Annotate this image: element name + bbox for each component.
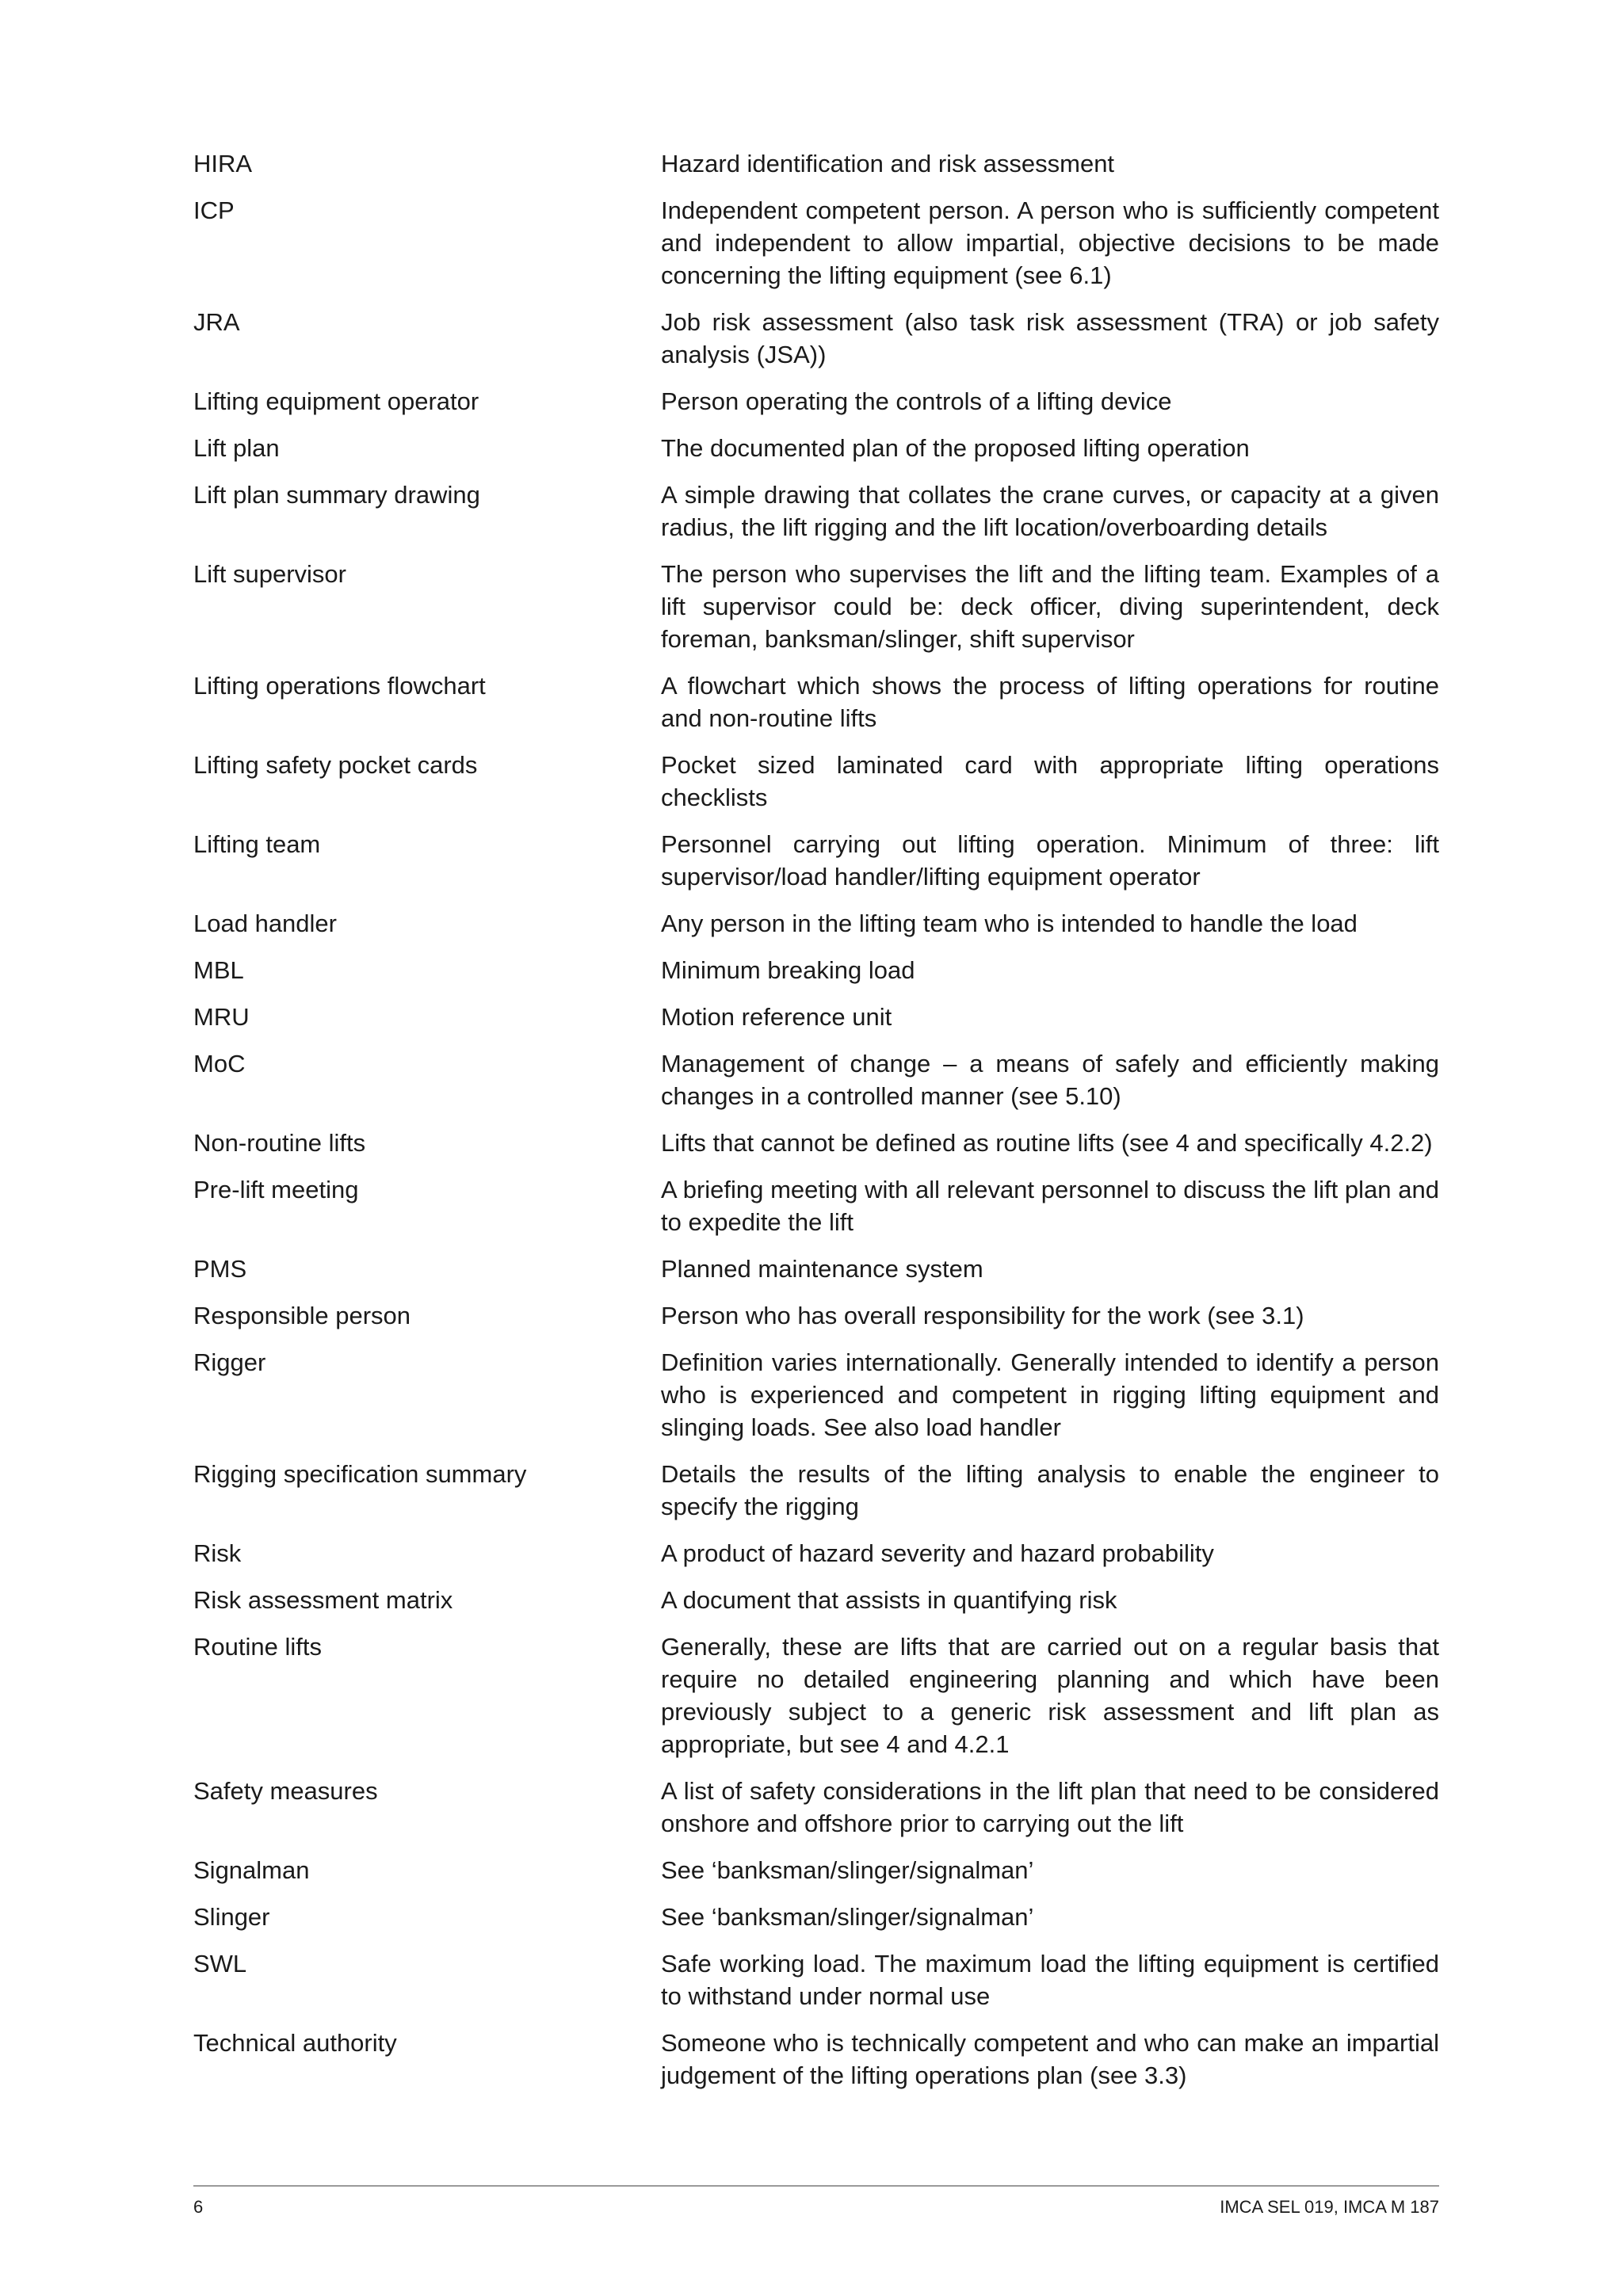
glossary-term: Safety measures — [193, 1777, 378, 1805]
glossary-term: MRU — [193, 1003, 250, 1031]
glossary-entry — [193, 558, 1439, 655]
glossary-entry — [193, 1253, 1439, 1285]
glossary-definition: Planned maintenance system — [661, 1255, 983, 1283]
glossary-definition: Person operating the controls of a lifting device — [661, 387, 1172, 415]
glossary-entry — [193, 1299, 1439, 1332]
glossary-definition: See ‘banksman/slinger/signalman’ — [661, 1903, 1034, 1931]
glossary-term: Non-routine lifts — [193, 1129, 366, 1157]
glossary-term: PMS — [193, 1255, 247, 1283]
glossary-definition: The documented plan of the proposed lifting operation — [661, 434, 1250, 462]
glossary-term: Signalman — [193, 1856, 310, 1884]
footer-divider — [193, 2185, 1439, 2187]
glossary-entry — [193, 1537, 1439, 1569]
glossary-definition: A product of hazard severity and hazard probability — [661, 1539, 1214, 1567]
glossary-definition: Job risk assessment (also task risk assessment (TRA) or job safety analysis (JSA)) — [661, 308, 1439, 368]
glossary-term: Rigging specification summary — [193, 1460, 527, 1488]
glossary-term: Lifting operations flowchart — [193, 672, 486, 700]
glossary-entry — [193, 1854, 1439, 1886]
glossary-term: Lifting equipment operator — [193, 387, 479, 415]
glossary-term: ICP — [193, 196, 235, 224]
glossary-entry — [193, 749, 1439, 814]
glossary-entry — [193, 1901, 1439, 1933]
glossary-term: MoC — [193, 1050, 246, 1077]
glossary-term: MBL — [193, 956, 244, 984]
page-number: 6 — [193, 2197, 204, 2217]
glossary-term: Risk assessment matrix — [193, 1586, 453, 1614]
glossary-entry — [193, 2027, 1439, 2092]
glossary-term: Lifting safety pocket cards — [193, 751, 478, 779]
glossary-term: Risk — [193, 1539, 242, 1567]
glossary-definition: A simple drawing that collates the crane curves, or capacity at a given radius, the lift rigging and the lift location/overboarding details — [661, 481, 1439, 541]
glossary-definition: Details the results of the lifting analysis to enable the engineer to specify the rigging — [661, 1460, 1439, 1520]
glossary-term: Responsible person — [193, 1302, 411, 1329]
glossary-term: Routine lifts — [193, 1633, 322, 1661]
glossary-entry — [193, 954, 1439, 986]
glossary-entry — [193, 1630, 1439, 1760]
glossary-entry — [193, 385, 1439, 418]
glossary-entry — [193, 1047, 1439, 1112]
glossary-definition: Hazard identification and risk assessment — [661, 150, 1115, 177]
glossary-entry — [193, 1458, 1439, 1523]
glossary-definition: Lifts that cannot be defined as routine lifts (see 4 and specifically 4.2.2) — [661, 1129, 1433, 1157]
glossary-entry — [193, 907, 1439, 940]
glossary-entry — [193, 1173, 1439, 1238]
glossary-definition: The person who supervises the lift and the lifting team. Examples of a lift supervisor could be: deck officer, diving superintendent, deck foreman, banksman/slinger, shift supervisor — [661, 560, 1439, 653]
glossary-definition: A briefing meeting with all relevant personnel to discuss the lift plan and to expedite the lift — [661, 1176, 1439, 1236]
glossary-term: Technical authority — [193, 2029, 397, 2057]
glossary-term: Pre-lift meeting — [193, 1176, 359, 1203]
glossary-entry — [193, 306, 1439, 371]
glossary-definition: Definition varies internationally. Generally intended to identify a person who is experienced and competent in rigging lifting equipment and slinging loads. See also load handler — [661, 1348, 1439, 1441]
glossary-entry — [193, 432, 1439, 464]
glossary-definition: Minimum breaking load — [661, 956, 915, 984]
glossary-entry — [193, 1947, 1439, 2012]
glossary-entry — [193, 1775, 1439, 1840]
glossary-definition: Person who has overall responsibility for the work (see 3.1) — [661, 1302, 1304, 1329]
glossary-list — [193, 147, 1439, 2106]
glossary-term: Rigger — [193, 1348, 266, 1376]
glossary-definition: A flowchart which shows the process of lifting operations for routine and non-routine lifts — [661, 672, 1439, 732]
glossary-entry — [193, 1584, 1439, 1616]
glossary-term: Lift plan — [193, 434, 280, 462]
glossary-entry — [193, 1127, 1439, 1159]
glossary-entry — [193, 1001, 1439, 1033]
glossary-term: HIRA — [193, 150, 253, 177]
glossary-definition: Independent competent person. A person who is sufficiently competent and independent to allow impartial, objective decisions to be made concerning the lifting equipment (see 6.1) — [661, 196, 1439, 289]
glossary-term: SWL — [193, 1950, 247, 1978]
glossary-term: Slinger — [193, 1903, 270, 1931]
glossary-definition: Safe working load. The maximum load the lifting equipment is certified to withstand under normal use — [661, 1950, 1439, 2010]
glossary-entry — [193, 1346, 1439, 1444]
glossary-entry — [193, 828, 1439, 893]
glossary-definition: Management of change – a means of safely and efficiently making changes in a controlled manner (see 5.10) — [661, 1050, 1439, 1110]
glossary-term: Load handler — [193, 910, 337, 937]
glossary-definition: See ‘banksman/slinger/signalman’ — [661, 1856, 1034, 1884]
glossary-entry — [193, 669, 1439, 734]
glossary-term: Lift plan summary drawing — [193, 481, 480, 509]
glossary-definition: Motion reference unit — [661, 1003, 892, 1031]
glossary-definition: Pocket sized laminated card with appropriate lifting operations checklists — [661, 751, 1439, 811]
document-reference: IMCA SEL 019, IMCA M 187 — [1220, 2197, 1439, 2217]
glossary-definition: Someone who is technically competent and who can make an impartial judgement of the lifting operations plan (see 3.3) — [661, 2029, 1439, 2089]
glossary-term: Lifting team — [193, 830, 321, 858]
glossary-definition: Generally, these are lifts that are carried out on a regular basis that require no detailed engineering planning and which have been previously subject to a generic risk assessment and lift plan as appropriate, but see 4 and 4.2.1 — [661, 1633, 1439, 1758]
glossary-entry — [193, 147, 1439, 180]
glossary-definition: Any person in the lifting team who is intended to handle the load — [661, 910, 1358, 937]
glossary-definition: A document that assists in quantifying risk — [661, 1586, 1117, 1614]
glossary-entry — [193, 479, 1439, 543]
glossary-term: JRA — [193, 308, 240, 336]
glossary-entry — [193, 194, 1439, 292]
glossary-definition: A list of safety considerations in the lift plan that need to be considered onshore and offshore prior to carrying out the lift — [661, 1777, 1439, 1837]
glossary-term: Lift supervisor — [193, 560, 346, 588]
glossary-definition: Personnel carrying out lifting operation. Minimum of three: lift supervisor/load handler/lifting equipment operator — [661, 830, 1439, 891]
